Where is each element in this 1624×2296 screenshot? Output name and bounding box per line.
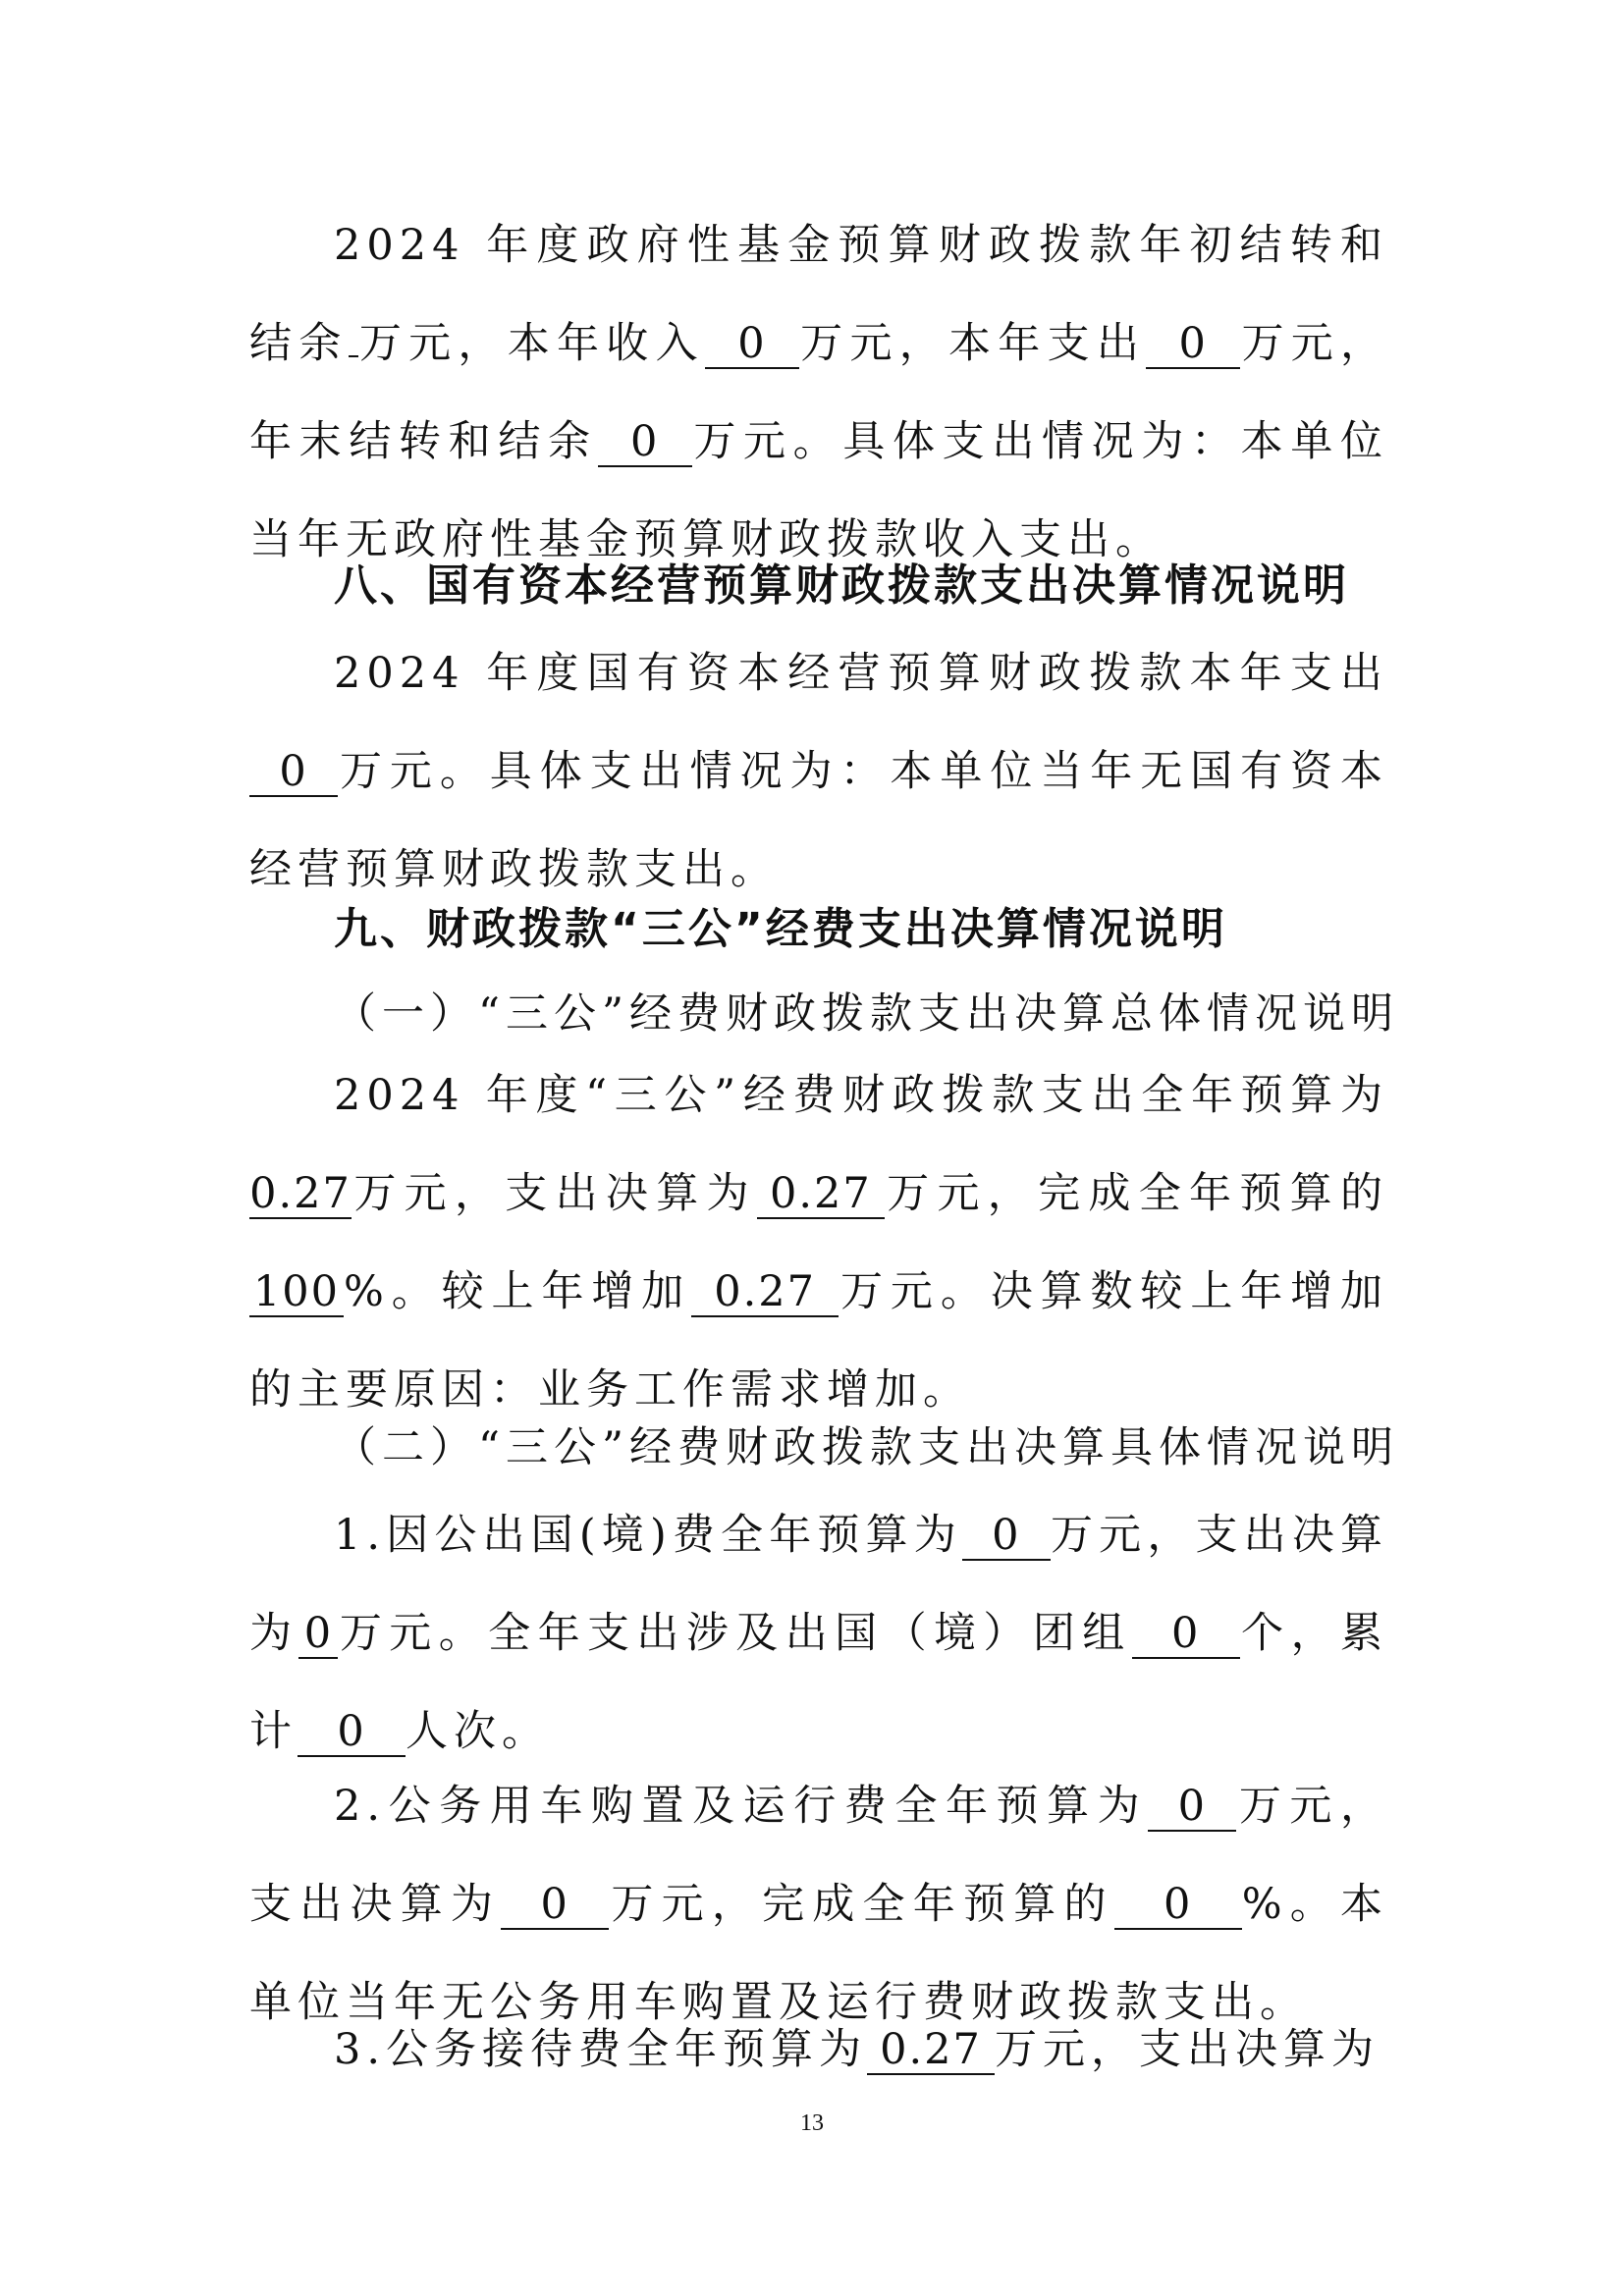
gov-fund-paragraph: [249, 196, 1388, 589]
reception-budget-value: 0.27: [867, 2026, 995, 2075]
final-account-value: 0.27: [757, 1170, 885, 1219]
text-run: 万元，完成全年预算的: [884, 1169, 1389, 1218]
section-8-heading: 八、国有资本经营预算财政拨款支出决算情况说明: [334, 561, 1349, 611]
text-run: 万元，支出决算为: [249, 1782, 1388, 1929]
text-run: 3.公务接待费全年预算为: [334, 2025, 868, 2074]
text-run: 万元，支出决算为: [995, 2025, 1380, 2074]
vehicle-final-value: 0: [501, 1881, 609, 1930]
overseas-final-value: 0: [298, 1610, 338, 1659]
text-run: %。较上年增加: [344, 1267, 692, 1316]
overseas-trip-paragraph: [249, 1486, 1388, 1781]
page-number: 13: [800, 2110, 824, 2136]
yoy-increase-value: 0.27: [691, 1268, 839, 1317]
three-public-overall-paragraph: [249, 1046, 1388, 1439]
text-run: 2024 年度国有资本经营预算财政拨款本年支出: [334, 649, 1388, 698]
text-run: 2.公务用车购置及运行费全年预算为: [334, 1782, 1149, 1831]
state-capital-paragraph: [249, 624, 1388, 919]
overseas-budget-value: 0: [962, 1512, 1051, 1561]
section-9-heading: 九、财政拨款“三公”经费支出决算情况说明: [334, 904, 1227, 954]
text-run: 万元。全年支出涉及出国（境）团组: [338, 1609, 1132, 1658]
overseas-group-count: 0: [1132, 1610, 1240, 1659]
text-run: 万元，本年收入: [357, 319, 705, 368]
text-run: 万元。决算数较上年增加的主要原因：业务工作需求增加。: [249, 1267, 1389, 1415]
text-run: 万元，支出决算为: [249, 1511, 1389, 1658]
income-value: 0: [705, 320, 799, 369]
text-run: 万元，支出决算为: [352, 1169, 757, 1218]
text-run: 个，累计: [249, 1609, 1389, 1756]
reception-paragraph: [249, 2001, 1388, 2099]
text-run: 万元。具体支出情况为：本单位当年无国有资本经营预算财政拨款支出。: [249, 747, 1388, 894]
overseas-person-count: 0: [298, 1708, 406, 1757]
text-run: 2024 年度政府性基金预算财政拨款年初结转和结余: [249, 221, 1388, 368]
text-run: 1.因公出国(境)费全年预算为: [334, 1511, 962, 1560]
carryover-value: [349, 355, 358, 357]
vehicle-budget-value: 0: [1148, 1783, 1236, 1832]
vehicle-completion-rate: 0: [1114, 1881, 1242, 1930]
annual-budget-value: 0.27: [249, 1169, 352, 1218]
text-run: 万元，年末结转和结余: [249, 319, 1389, 466]
text-run: 万元。具体支出情况为：本单位当年无政府性基金预算财政拨款收入支出。: [249, 417, 1389, 564]
year-end-balance-value: 0: [598, 418, 692, 467]
expense-value: 0: [1146, 320, 1240, 369]
text-run: 人次。: [406, 1707, 550, 1756]
text-run: %。本单位当年无公务用车购置及运行费财政拨款支出。: [249, 1880, 1389, 2027]
section-9-subheading-1: （一）“三公”经费财政拨款支出决算总体情况说明: [334, 989, 1399, 1039]
text-run: 万元，完成全年预算的: [609, 1880, 1114, 1929]
text-run: 万元，本年支出: [798, 319, 1147, 368]
state-capital-expense-value: 0: [249, 748, 338, 797]
text-run: 2024 年度“三公”经费财政拨款支出全年预算为: [334, 1071, 1388, 1120]
completion-rate-value: 100: [249, 1268, 344, 1317]
section-9-subheading-2: （二）“三公”经费财政拨款支出决算具体情况说明: [334, 1423, 1399, 1472]
